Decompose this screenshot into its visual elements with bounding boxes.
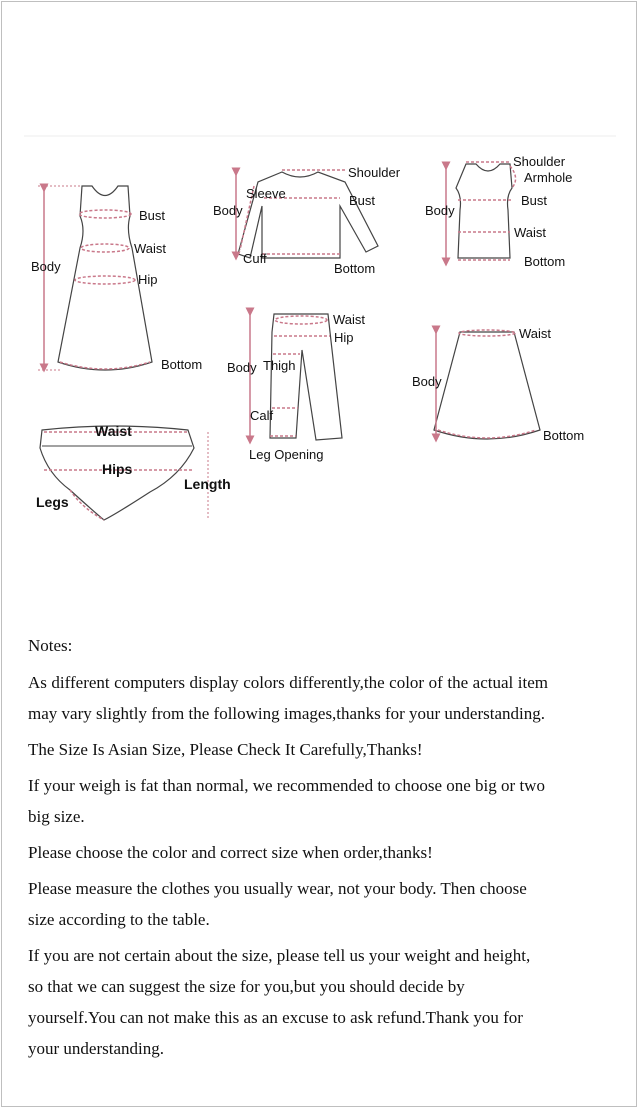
pants-leg-opening-label: Leg Opening <box>249 447 324 462</box>
briefs-length-label: Length <box>184 476 231 492</box>
note-paragraph: If your weigh is fat than normal, we recommended to choose one big or two big size. <box>28 776 545 826</box>
pants-waist-label: Waist <box>333 312 366 327</box>
vest-armhole-label: Armhole <box>524 170 573 185</box>
shirt-bottom-label: Bottom <box>334 261 376 276</box>
skirt-waist-label: Waist <box>519 326 552 341</box>
vest-bust-label: Bust <box>521 193 548 208</box>
dress-body-label: Body <box>31 259 61 274</box>
vest-bottom-label: Bottom <box>524 254 566 269</box>
shirt-sleeve-label: Sleeve <box>246 186 286 201</box>
dress-hip-label: Hip <box>138 272 158 287</box>
dress-bottom-label: Bottom <box>161 357 203 372</box>
briefs-hips-label: Hips <box>102 461 133 477</box>
note-paragraph: Please measure the clothes you usually wear, not your body. Then choose size according to the table. <box>28 879 527 929</box>
dress-waist-label: Waist <box>134 241 167 256</box>
vest-waist-label: Waist <box>514 225 547 240</box>
note-paragraph: If you are not certain about the size, please tell us your weight and height, so that we can suggest the size for you,but you should decide by yourself.You can not make this as an excuse to ask refund.Thank you for your understanding. <box>28 946 531 1058</box>
vest-diagram <box>425 154 572 269</box>
pants-body-label: Body <box>227 360 257 375</box>
skirt-diagram <box>412 326 584 443</box>
skirt-body-label: Body <box>412 374 442 389</box>
note-paragraph: The Size Is Asian Size, Please Check It Carefully,Thanks! <box>28 740 423 759</box>
notes-section <box>28 630 548 1069</box>
shirt-cuff-label: Cuff <box>243 251 267 266</box>
dress-diagram <box>31 186 202 372</box>
notes-title: Notes: <box>28 636 73 655</box>
pants-hip-label: Hip <box>334 330 354 345</box>
pants-calf-label: Calf <box>250 408 274 423</box>
dress-bust-label: Bust <box>139 208 166 223</box>
skirt-bottom-label: Bottom <box>543 428 585 443</box>
vest-shoulder-label: Shoulder <box>513 154 566 169</box>
note-paragraph: Please choose the color and correct size when order,thanks! <box>28 843 433 862</box>
shirt-shoulder-label: Shoulder <box>348 165 401 180</box>
briefs-diagram <box>36 423 231 520</box>
shirt-body-label: Body <box>213 203 243 218</box>
pants-thigh-label: Thigh <box>263 358 296 373</box>
pants-diagram <box>227 312 365 462</box>
note-paragraph: As different computers display colors differently,the color of the actual item may vary slightly from the following images,thanks for your understanding. <box>28 673 548 723</box>
shirt-diagram <box>213 165 401 276</box>
briefs-legs-label: Legs <box>36 494 69 510</box>
briefs-waist-label: Waist <box>95 423 132 439</box>
vest-body-label: Body <box>425 203 455 218</box>
shirt-bust-label: Bust <box>349 193 376 208</box>
